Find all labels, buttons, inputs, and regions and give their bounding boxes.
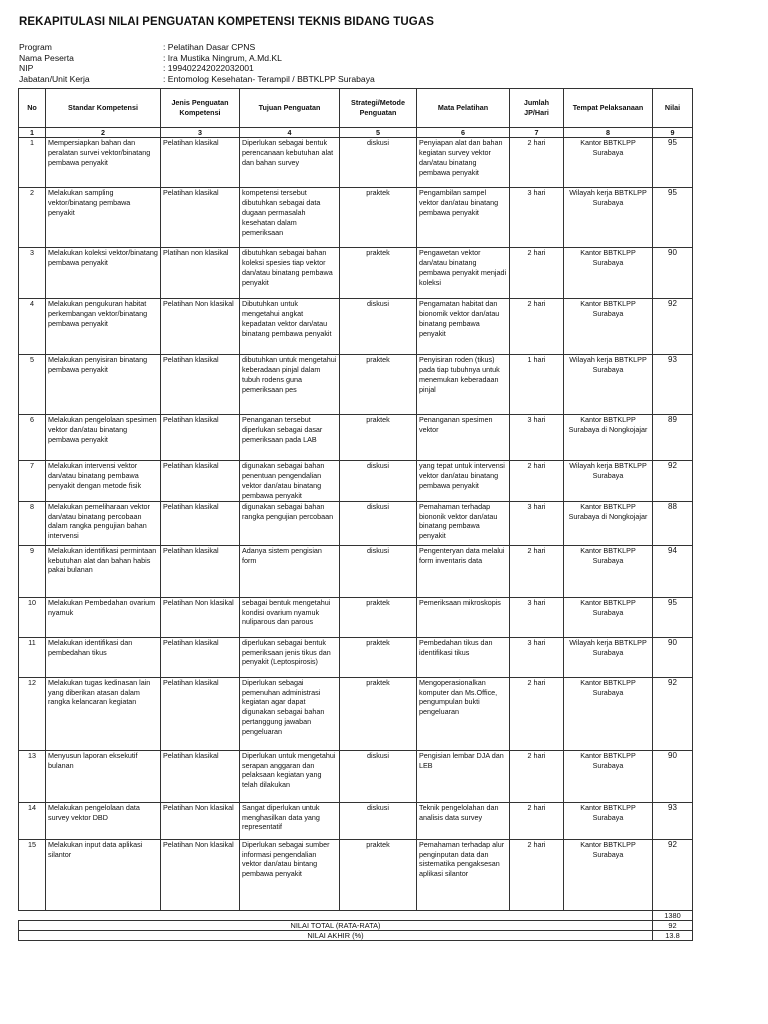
cell-jumlah-jp: 2 hari (510, 461, 564, 502)
table-row (19, 188, 693, 248)
cell-mata-pelatihan: Penanganan spesimen vektor (417, 415, 510, 461)
cell-nilai: 93 (653, 802, 693, 839)
cell-no: 6 (19, 415, 46, 461)
final-value: 13.8 (653, 930, 693, 940)
cell-standar-kompetensi: Melakukan sampling vektor/binatang pembawa penyakit (46, 188, 161, 248)
cell-no: 7 (19, 461, 46, 502)
cell-strategi: diskusi (340, 545, 417, 597)
cell-jenis-penguatan: Pelatihan klasikal (161, 355, 240, 415)
cell-strategi: diskusi (340, 750, 417, 802)
info-row-nip (19, 63, 375, 74)
cell-mata-pelatihan: Pengamatan habitat dan bionomik vektor dan/atau binatang pembawa penyakit (417, 299, 510, 355)
cell-nilai: 95 (653, 597, 693, 637)
cell-no: 3 (19, 248, 46, 299)
cell-tujuan-penguatan: Diperlukan sebagai sumber informasi pengendalian vektor dan/atau bintang pembawa penyakit (240, 839, 340, 910)
table-row (19, 501, 693, 545)
cell-jumlah-jp: 2 hari (510, 248, 564, 299)
average-row (19, 920, 693, 930)
cell-nilai: 90 (653, 750, 693, 802)
cell-no: 5 (19, 355, 46, 415)
total-value: 92 (653, 920, 693, 930)
cell-strategi: praktek (340, 597, 417, 637)
cell-jumlah-jp: 1 hari (510, 355, 564, 415)
cell-tempat: Kantor BBTKLPP Surabaya (564, 299, 653, 355)
cell-standar-kompetensi: Melakukan identifikasi permintaan kebutuhan alat dan bahan habis pakai bulanan (46, 545, 161, 597)
column-number: 9 (653, 128, 693, 138)
cell-jumlah-jp: 2 hari (510, 299, 564, 355)
column-number: 7 (510, 128, 564, 138)
cell-tujuan-penguatan: Dibutuhkan untuk mengetahui angkat kepadatan vektor dan/atau binatang pembawa penyakit (240, 299, 340, 355)
cell-tujuan-penguatan: dibutuhkan untuk mengetahui keberadaan pinjal dalam tubuh rodens guna pemeriksaan pes (240, 355, 340, 415)
cell-nilai: 92 (653, 461, 693, 502)
cell-nilai: 90 (653, 248, 693, 299)
cell-jumlah-jp: 2 hari (510, 802, 564, 839)
table-row (19, 248, 693, 299)
table-row (19, 839, 693, 910)
cell-tempat: Wilayah kerja BBTKLPP Surabaya (564, 637, 653, 677)
cell-jenis-penguatan: Pelatihan klasikal (161, 188, 240, 248)
cell-mata-pelatihan: Pembedahan tikus dan identifikasi tikus (417, 637, 510, 677)
cell-tujuan-penguatan: Sangat diperlukan untuk menghasilkan data yang representatif (240, 802, 340, 839)
cell-strategi: praktek (340, 355, 417, 415)
cell-tujuan-penguatan: Diperlukan sebagai pemenuhan administrasi kegiatan agar dapat digunakan sebagai bahan pertanggung jawaban pengeluaran (240, 677, 340, 750)
cell-jenis-penguatan: Pelatihan Non klasikal (161, 299, 240, 355)
cell-no: 14 (19, 802, 46, 839)
cell-standar-kompetensi: Melakukan koleksi vektor/binatang pembawa penyakit (46, 248, 161, 299)
cell-strategi: praktek (340, 248, 417, 299)
table-header-row (19, 89, 693, 128)
cell-nilai: 90 (653, 637, 693, 677)
cell-no: 9 (19, 545, 46, 597)
cell-no: 2 (19, 188, 46, 248)
cell-strategi: praktek (340, 839, 417, 910)
cell-strategi: diskusi (340, 461, 417, 502)
cell-tujuan-penguatan: Diperlukan untuk mengetahui serapan anggaran dan pelaksaan kegiatan yang telah dilakukan (240, 750, 340, 802)
cell-no: 12 (19, 677, 46, 750)
cell-tujuan-penguatan: digunakan sebagai bahan penentuan pengendalian vektor dan/atau binatang pembawa penyakit (240, 461, 340, 502)
cell-standar-kompetensi: Melakukan pemeliharaan vektor dan/atau binatang percobaan dalam rangka pengujian bahan intervensi (46, 501, 161, 545)
header-cell: Jenis Penguatan Kompetensi (161, 89, 240, 128)
cell-standar-kompetensi: Melakukan pengelolaan data survey vektor DBD (46, 802, 161, 839)
info-value: : Ira Mustika Ningrum, A.Md.KL (163, 52, 282, 63)
header-cell: Strategi/Metode Penguatan (340, 89, 417, 128)
cell-jenis-penguatan: Pelatihan klasikal (161, 415, 240, 461)
cell-jenis-penguatan: Pelatihan Non klasikal (161, 839, 240, 910)
cell-nilai: 92 (653, 299, 693, 355)
cell-tempat: Kantor BBTKLPP Surabaya (564, 597, 653, 637)
total-label: NILAI TOTAL (RATA-RATA) (19, 920, 653, 930)
header-cell: No (19, 89, 46, 128)
table-row (19, 138, 693, 188)
cell-nilai: 92 (653, 839, 693, 910)
cell-jenis-penguatan: Pelatihan klasikal (161, 138, 240, 188)
cell-nilai: 94 (653, 545, 693, 597)
cell-strategi: praktek (340, 677, 417, 750)
column-number: 3 (161, 128, 240, 138)
cell-jumlah-jp: 3 hari (510, 597, 564, 637)
cell-standar-kompetensi: Menyusun laporan eksekutif bulanan (46, 750, 161, 802)
cell-jenis-penguatan: Pelatihan klasikal (161, 501, 240, 545)
cell-tempat: Wilayah kerja BBTKLPP Surabaya (564, 461, 653, 502)
info-label: NIP (19, 63, 34, 74)
header-cell: Mata Pelatihan (417, 89, 510, 128)
info-row-program (19, 42, 375, 53)
cell-strategi: diskusi (340, 138, 417, 188)
cell-jumlah-jp: 2 hari (510, 677, 564, 750)
cell-jenis-penguatan: Pelatihan klasikal (161, 750, 240, 802)
cell-strategi: praktek (340, 415, 417, 461)
cell-mata-pelatihan: Pemeriksaan mikroskopis (417, 597, 510, 637)
cell-mata-pelatihan: Mengoperasionalkan komputer dan Ms.Office, pengumpulan bukti pengeluaran (417, 677, 510, 750)
cell-jumlah-jp: 2 hari (510, 750, 564, 802)
cell-jenis-penguatan: Pelatihan Non klasikal (161, 802, 240, 839)
table-row (19, 677, 693, 750)
cell-jenis-penguatan: Pelatihan klasikal (161, 545, 240, 597)
cell-mata-pelatihan: yang tepat untuk intervensi vektor dan/atau binatang pembawa penyakit (417, 461, 510, 502)
column-number: 4 (240, 128, 340, 138)
cell-tempat: Kantor BBTKLPP Surabaya (564, 248, 653, 299)
cell-strategi: praktek (340, 188, 417, 248)
cell-standar-kompetensi: Melakukan input data aplikasi silantor (46, 839, 161, 910)
cell-no: 11 (19, 637, 46, 677)
cell-tempat: Kantor BBTKLPP Surabaya (564, 138, 653, 188)
table-row (19, 637, 693, 677)
cell-standar-kompetensi: Melakukan penyisiran binatang pembawa penyakit (46, 355, 161, 415)
cell-jumlah-jp: 2 hari (510, 138, 564, 188)
final-row (19, 930, 693, 940)
table-row (19, 299, 693, 355)
recap-table (18, 88, 693, 941)
cell-tujuan-penguatan: sebagai bentuk mengetahui kondisi ovarium nyamuk nuliparous dan parous (240, 597, 340, 637)
cell-jumlah-jp: 2 hari (510, 839, 564, 910)
cell-nilai: 89 (653, 415, 693, 461)
cell-jumlah-jp: 3 hari (510, 188, 564, 248)
table-row (19, 545, 693, 597)
cell-jenis-penguatan: Platihan non klasikal (161, 248, 240, 299)
sum-spacer (19, 910, 653, 920)
column-number-row (19, 128, 693, 138)
cell-standar-kompetensi: Melakukan tugas kedinasan lain yang diberikan atasan dalam rangka kelancaran kegiatan (46, 677, 161, 750)
cell-mata-pelatihan: Penyisiran roden (tikus) pada tiap tubuhnya untuk menemukan keberadaan pinjal (417, 355, 510, 415)
cell-mata-pelatihan: Teknik pengelolahan dan analisis data survey (417, 802, 510, 839)
table-row (19, 802, 693, 839)
column-number: 8 (564, 128, 653, 138)
header-cell: Standar Kompetensi (46, 89, 161, 128)
cell-nilai: 93 (653, 355, 693, 415)
cell-jenis-penguatan: Pelatihan klasikal (161, 461, 240, 502)
cell-tempat: Kantor BBTKLPP Surabaya (564, 677, 653, 750)
cell-jumlah-jp: 3 hari (510, 637, 564, 677)
cell-strategi: diskusi (340, 299, 417, 355)
cell-tempat: Wilayah kerja BBTKLPP Surabaya (564, 188, 653, 248)
cell-no: 1 (19, 138, 46, 188)
info-value: : 199402242022032001 (163, 63, 254, 74)
cell-nilai: 92 (653, 677, 693, 750)
cell-tujuan-penguatan: dibutuhkan sebagai bahan koleksi spesies tiap vektor dan/atau binatang pembawa penyakit (240, 248, 340, 299)
table-row (19, 355, 693, 415)
cell-tempat: Wilayah kerja BBTKLPP Surabaya (564, 355, 653, 415)
cell-tempat: Kantor BBTKLPP Surabaya di Nongkojajar (564, 415, 653, 461)
cell-tempat: Kantor BBTKLPP Surabaya (564, 802, 653, 839)
cell-mata-pelatihan: Penyiapan alat dan bahan kegiatan survey vektor dan/atau binatang pembawa penyakit (417, 138, 510, 188)
cell-tujuan-penguatan: Adanya sistem pengisian form (240, 545, 340, 597)
header-cell: Tujuan Penguatan (240, 89, 340, 128)
sum-row (19, 910, 693, 920)
cell-standar-kompetensi: Melakukan Pembedahan ovarium nyamuk (46, 597, 161, 637)
cell-no: 10 (19, 597, 46, 637)
cell-mata-pelatihan: Pengisian lembar DJA dan LEB (417, 750, 510, 802)
final-label: NILAI AKHIR (%) (19, 930, 653, 940)
cell-jenis-penguatan: Pelatihan klasikal (161, 637, 240, 677)
cell-tempat: Kantor BBTKLPP Surabaya di Nongkojajar (564, 501, 653, 545)
cell-jenis-penguatan: Pelatihan Non klasikal (161, 597, 240, 637)
cell-jumlah-jp: 2 hari (510, 545, 564, 597)
column-number: 5 (340, 128, 417, 138)
info-label: Program (19, 42, 52, 52)
cell-tempat: Kantor BBTKLPP Surabaya (564, 750, 653, 802)
table-row (19, 597, 693, 637)
cell-tempat: Kantor BBTKLPP Surabaya (564, 839, 653, 910)
cell-standar-kompetensi: Mempersiapkan bahan dan peralatan survei vektor/binatang pembawa penyakit (46, 138, 161, 188)
document-title: REKAPITULASI NILAI PENGUATAN KOMPETENSI TEKNIS BIDANG TUGAS (19, 16, 435, 28)
cell-standar-kompetensi: Melakukan intervensi vektor dan/atau binatang pembawa penyakit dengan metode fisik (46, 461, 161, 502)
cell-no: 4 (19, 299, 46, 355)
column-number: 1 (19, 128, 46, 138)
total-sum: 1380 (653, 910, 693, 920)
table-row (19, 750, 693, 802)
cell-mata-pelatihan: Pengawetan vektor dan/atau binatang pembawa penyakit menjadi koleksi (417, 248, 510, 299)
info-row-jabatan (19, 74, 375, 85)
table-row (19, 415, 693, 461)
cell-jenis-penguatan: Pelatihan klasikal (161, 677, 240, 750)
table-row (19, 461, 693, 502)
cell-standar-kompetensi: Melakukan pengelolaan spesimen vektor dan/atau binatang pembawa penyakit (46, 415, 161, 461)
cell-tujuan-penguatan: kompetensi tersebut dibutuhkan sebagai data dugaan permasalah kesehatan dalam pemeriksaan (240, 188, 340, 248)
cell-jumlah-jp: 3 hari (510, 501, 564, 545)
cell-mata-pelatihan: Pengenteryan data melalui form inventaris data (417, 545, 510, 597)
cell-mata-pelatihan: Pemahaman terhadap biononik vektor dan/atau binatang pembawa penyakit (417, 501, 510, 545)
header-cell: Tempat Pelaksanaan (564, 89, 653, 128)
info-label: Jabatan/Unit Kerja (19, 73, 90, 84)
info-label: Nama Peserta (19, 52, 74, 63)
cell-standar-kompetensi: Melakukan identifikasi dan pembedahan tikus (46, 637, 161, 677)
cell-nilai: 95 (653, 138, 693, 188)
cell-tempat: Kantor BBTKLPP Surabaya (564, 545, 653, 597)
column-number: 6 (417, 128, 510, 138)
cell-tujuan-penguatan: diperlukan sebagai bentuk pemeriksaan jenis tikus dan penyakit (Leptospirosis) (240, 637, 340, 677)
cell-tujuan-penguatan: Penanganan tersebut diperlukan sebagai dasar pemeriksaan pada LAB (240, 415, 340, 461)
info-value: : Entomolog Kesehatan- Terampil / BBTKLPP Surabaya (163, 73, 375, 84)
cell-tujuan-penguatan: digunakan sebagai bahan rangka pengujian percobaan (240, 501, 340, 545)
cell-nilai: 95 (653, 188, 693, 248)
cell-standar-kompetensi: Melakukan pengukuran habitat perkembangan vektor/binatang pembawa penyakit (46, 299, 161, 355)
cell-no: 15 (19, 839, 46, 910)
participant-info (19, 42, 375, 84)
cell-strategi: diskusi (340, 501, 417, 545)
cell-jumlah-jp: 3 hari (510, 415, 564, 461)
cell-strategi: praktek (340, 637, 417, 677)
cell-tujuan-penguatan: Diperlukan sebagai bentuk perencanaan kebutuhan alat dan bahan survey (240, 138, 340, 188)
info-row-nama (19, 53, 375, 64)
cell-mata-pelatihan: Pemahaman terhadap alur penginputan data dan sistematika pengaksesan aplikasi silantor (417, 839, 510, 910)
header-cell: Nilai (653, 89, 693, 128)
info-value: : Pelatihan Dasar CPNS (163, 42, 256, 52)
cell-strategi: diskusi (340, 802, 417, 839)
cell-nilai: 88 (653, 501, 693, 545)
cell-no: 13 (19, 750, 46, 802)
column-number: 2 (46, 128, 161, 138)
cell-mata-pelatihan: Pengambilan sampel vektor dan/atau binatang pembawa penyakit (417, 188, 510, 248)
header-cell: Jumlah JP/Hari (510, 89, 564, 128)
cell-no: 8 (19, 501, 46, 545)
